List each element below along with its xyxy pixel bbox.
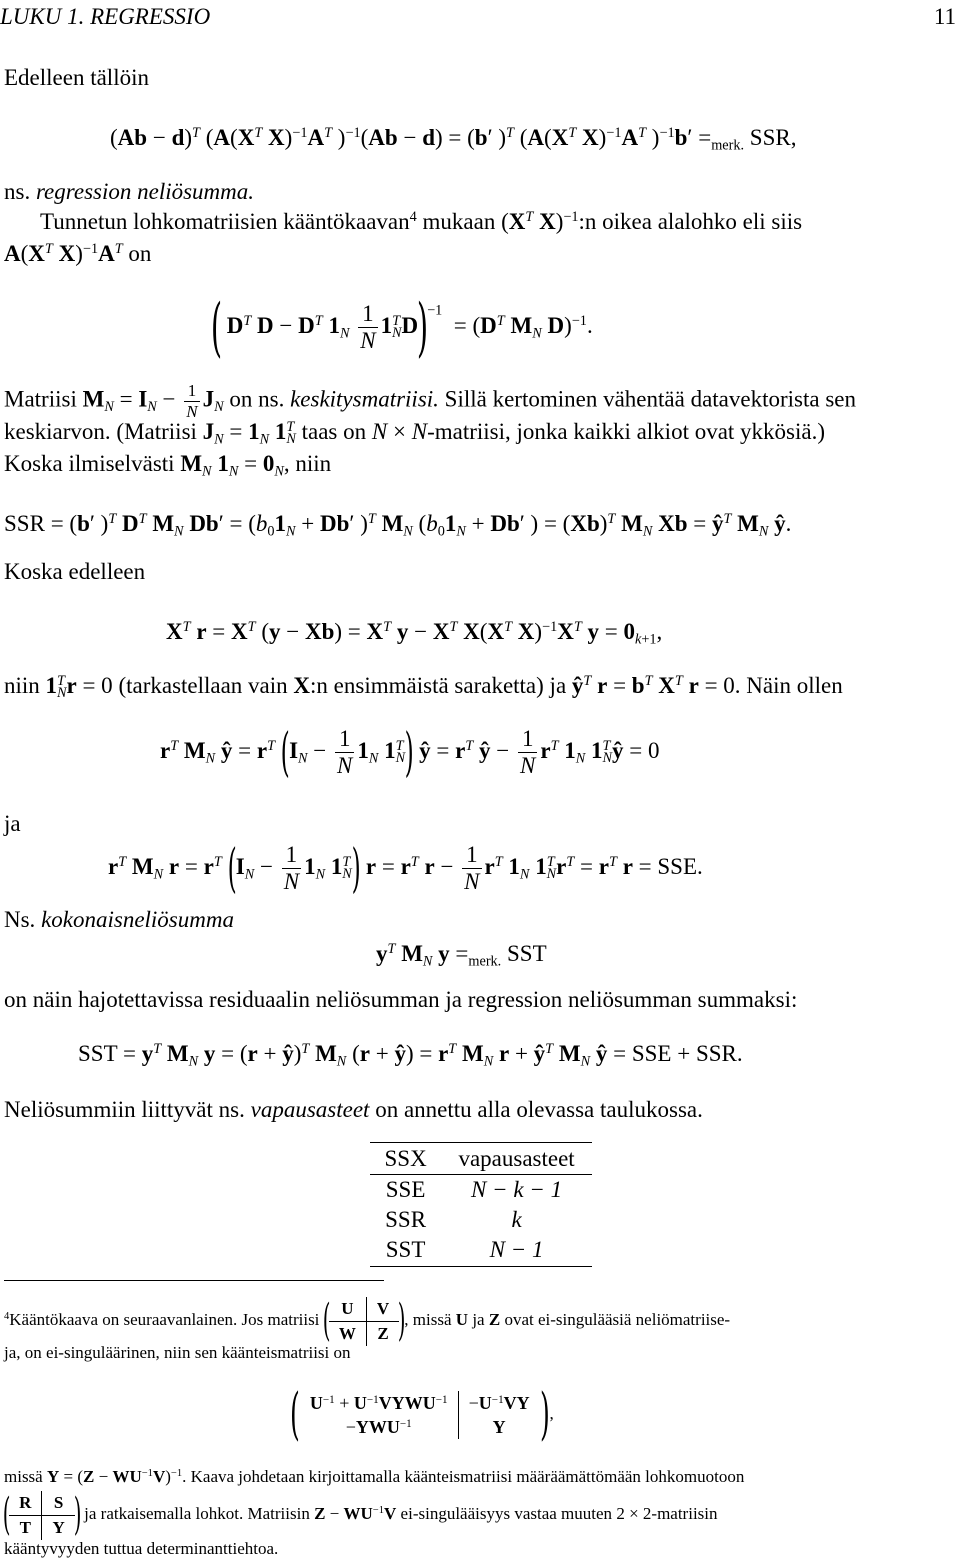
- term-keskitysmatriisi: keskitysmatriisi.: [290, 386, 439, 412]
- text-span: on ns.: [223, 386, 291, 412]
- table-cell: SST: [385, 1237, 426, 1262]
- equation-normal: $X^T$ $r = X^T$ $(y - Xb) = X^T$ $y - X^T$ $X(X^T$ $X)^{-1}X^T$ $y = 0_{k+1}$,: [166, 619, 663, 648]
- text-span: Neliösummiin liittyvät ns.: [4, 1097, 251, 1122]
- text-span: . Kaava johdetaan kirjoittamalla käänteismatriisi määräämättömään lohkomuotoon: [182, 1467, 745, 1486]
- sst-name-prefix: Ns.: [4, 907, 42, 932]
- sst-name-term: kokonaisneliösumma: [41, 907, 234, 932]
- table-header-cell: vapausasteet: [458, 1146, 575, 1171]
- ssr-name-term: regression neliösumma.: [35, 179, 255, 204]
- text-span: Matriisi: [4, 386, 83, 412]
- text-span: ovat ei-singulääsiä neliömatriise-: [500, 1309, 731, 1329]
- chapter-header: LUKU 1. REGRESSIO: [0, 4, 211, 29]
- ssr-name-prefix: ns.: [4, 179, 36, 204]
- paragraph-text: ja: [4, 811, 21, 836]
- text-span: :n oikea alalohko eli siis: [578, 209, 803, 234]
- paragraph-text: Koska edelleen: [4, 559, 146, 584]
- paragraph-text: $A(X^T$ $X)^{-1}A^T$ on: [4, 241, 152, 266]
- table-header-row: [370, 1144, 592, 1175]
- text-span: Sillä kertominen vähentää datavektorista sen: [438, 386, 856, 412]
- table-row: [370, 1235, 592, 1265]
- text-span: missä: [4, 1467, 47, 1486]
- footnote-line: ja, on ei-singuläärinen, niin sen käänteismatriisi on: [4, 1343, 351, 1362]
- text-span: taas on: [295, 419, 372, 444]
- paragraph-text: [4, 1096, 703, 1124]
- sst-label: SST: [78, 1041, 118, 1066]
- text-span: Kääntökaava on seuraavanlainen. Jos matriisi: [9, 1309, 320, 1329]
- sst-label: SST: [507, 941, 547, 966]
- merk-label: merk.: [711, 137, 745, 154]
- text-span: mukaan: [416, 209, 502, 234]
- text-span: Koska ilmiselvästi: [4, 451, 181, 476]
- equation-ssr-quadratic: $(Ab - d)^T$ ($A(X^T$ $X)^{-1}A^T$ )$^{-1}$(Ab − d) = (b′ )$^T$ ($A(X^T$ $X)^{-1}A^T$ )$^{-1}b' =_{merk.}$ SSR,: [110, 125, 797, 154]
- equation-inverse-block: ( $D^T$ $D - D^T$ $1_N$ $\frac{1}{N}$ $1^T_ND)^{-1} = (D^T$ $M_N$ D)$^{-1}$.: [210, 290, 593, 365]
- page-number: 11: [933, 4, 956, 29]
- equation-sst-decomposition: SST = $y^T$ $M_N$ y = (r + ŷ)$^T$ $M_N$ (r + ŷ) = $r^T$ $M_N$ $r + ŷ^T$ $M_N$ ŷ = SSE + SSR.: [78, 1041, 743, 1070]
- merk-label: merk.: [468, 953, 502, 970]
- term-vapausasteet: vapausasteet: [250, 1097, 370, 1122]
- table-cell: k: [511, 1207, 522, 1232]
- footnote-line: kääntyvyyden tuttua determinanttiehtoa.: [4, 1539, 279, 1558]
- paragraph-text: Tunnetun lohkomatriisien kääntökaavan$^4$ mukaan ($X^T$ X)$^{-1}$:n oikea alalohko eli siis: [40, 209, 803, 234]
- table-cell: N − 1: [489, 1237, 544, 1262]
- paragraph-text: on näin hajotettavissa residuaalin neliösumman ja regression neliösumman summaksi:: [4, 987, 798, 1012]
- paragraph-text: Edelleen tällöin: [4, 65, 149, 90]
- footnote-line: missä $Y = (Z - WU^{-1}V)^{-1}$. Kaava johdetaan kirjoittamalla käänteismatriisi määräämättömään lohkomuotoon: [4, 1467, 745, 1486]
- ssr-label: SSR: [695, 1041, 737, 1066]
- table-header-cell: SSX: [384, 1146, 427, 1171]
- equation-r-m-yhat: $r^T$ $M_N$ ŷ = $r^T$ ($I_N$ − $\frac{1}{N}$ $1_N$ $1^T_N$) ŷ = $r^T$ ŷ − $\frac{1}{N}$ $r^T$ $1_N$ $1^T_Nŷ = 0$: [160, 722, 660, 783]
- text-span: . Näin ollen: [734, 673, 843, 698]
- text-span: :n ensimmäistä saraketta) ja: [310, 673, 572, 698]
- unknown-block-matrix: R S T Y: [9, 1491, 75, 1540]
- text-span: niin: [4, 673, 46, 698]
- text-span: -matriisin: [651, 1503, 718, 1523]
- text-span: on annettu alla olevassa taulukossa.: [369, 1097, 703, 1122]
- sst-definition: [4, 906, 234, 934]
- paragraph-text: Matriisi $M_N = I_N$ − $\frac{1}{N}$ $J_N$ on ns. keskitysmatriisi. Sillä kertominen vähentää datavektorista sen: [4, 381, 856, 421]
- ssr-label: SSR: [4, 511, 45, 536]
- table-cell: SSE: [385, 1177, 426, 1202]
- paragraph-text: keskiarvon. (Matriisi $J_N = 1_N$ $1^T_N$ taas on N × N-matriisi, jonka kaikki alkiot ovat ykkösiä.): [4, 419, 826, 448]
- degrees-of-freedom-table: [370, 1144, 592, 1265]
- footnote-line: ( R S T Y ) ja ratkaisemalla lohkot. Matriisin $Z - WU^{-1}V$ ei-singulääisyys vastaa muuten 2 × 2-matriisin: [2, 1489, 718, 1540]
- paragraph-text: niin $1^T_Nr = 0$ (tarkastellaan vain X:n ensimmäistä saraketta) ja $ŷ^T$ $r = b^T$ $X^T$ r = 0. Näin ollen: [4, 673, 843, 702]
- text-span: (tarkastellaan vain: [112, 673, 294, 698]
- text-span: Tunnetun lohkomatriisien kääntökaavan: [40, 209, 410, 234]
- equation-r-m-r: $r^T$ $M_N$ $r = r^T$ ($I_N$ − $\frac{1}{N}$ $1_N$ $1^T_N$) $r = r^T$ r − $\frac{1}{N}$ $r^T$ $1_N$ $1^T_Nr^T = r^T$ r = SSE.: [108, 838, 703, 899]
- text-span: ei-singulääisyys vastaa muuten: [396, 1503, 617, 1523]
- text-span: ja: [468, 1309, 489, 1329]
- inverse-block-matrix: $U^{-1}$ + $U^{-1}VYWU^{-1}$ $-U^{-1}VY$ $-YWU^{-1}$ Y: [300, 1391, 540, 1439]
- ssr-label: SSR: [749, 125, 791, 150]
- equation-ssr-expansion: SSR = (b′ )$^T$ $D^T$ $M_N$ $Db' = (b_01_N + Db'$ )$^T$ $M_N$ ($b_01_N + Db'$ ) = $(Xb)^T$ $M_N$ $Xb = ŷ^T$ $M_N$ ŷ.: [4, 511, 792, 540]
- footnote-line: $^4$Kääntökaava on seuraavanlainen. Jos matriisi ( U V W Z ), missä U ja Z ovat ei-singulääsiä neliömatriise-: [4, 1295, 731, 1346]
- text-span: , niin: [283, 451, 332, 476]
- sse-label: SSE: [631, 1041, 672, 1066]
- footnote-mark: 4: [4, 1311, 10, 1323]
- text-span: on: [122, 241, 152, 266]
- sse-label: SSE: [657, 854, 698, 879]
- text-span: ja ratkaisemalla lohkot. Matriisin: [79, 1503, 315, 1523]
- paragraph-text: Koska ilmiselvästi $M_N$ $1_N = 0_N$, niin: [4, 451, 332, 480]
- table-bottom-rule: [370, 1266, 592, 1267]
- equation-sst: $y^T$ $M_N$ $y =_{merk.}$ SST: [376, 941, 547, 970]
- ssr-definition: [4, 178, 254, 206]
- table-cell: N − k − 1: [471, 1177, 563, 1202]
- table-row: [370, 1205, 592, 1235]
- equation-inverse-matrix: ( $U^{-1}$ + $U^{-1}VYWU^{-1}$ $-U^{-1}VY$ $-YWU^{-1}$ Y ),: [290, 1382, 554, 1448]
- text-span: -matriisi, jonka kaikki alkiot ovat ykkösiä.): [427, 419, 826, 444]
- table-row: [370, 1175, 592, 1206]
- text-span: keskiarvon. (Matriisi: [4, 419, 203, 444]
- block-matrix: U V W Z: [329, 1297, 399, 1346]
- table-cell: SSR: [385, 1207, 427, 1232]
- footnote-ref[interactable]: 4: [409, 209, 417, 226]
- footnote-separator: [4, 1280, 384, 1281]
- text-span: , missä: [404, 1309, 456, 1329]
